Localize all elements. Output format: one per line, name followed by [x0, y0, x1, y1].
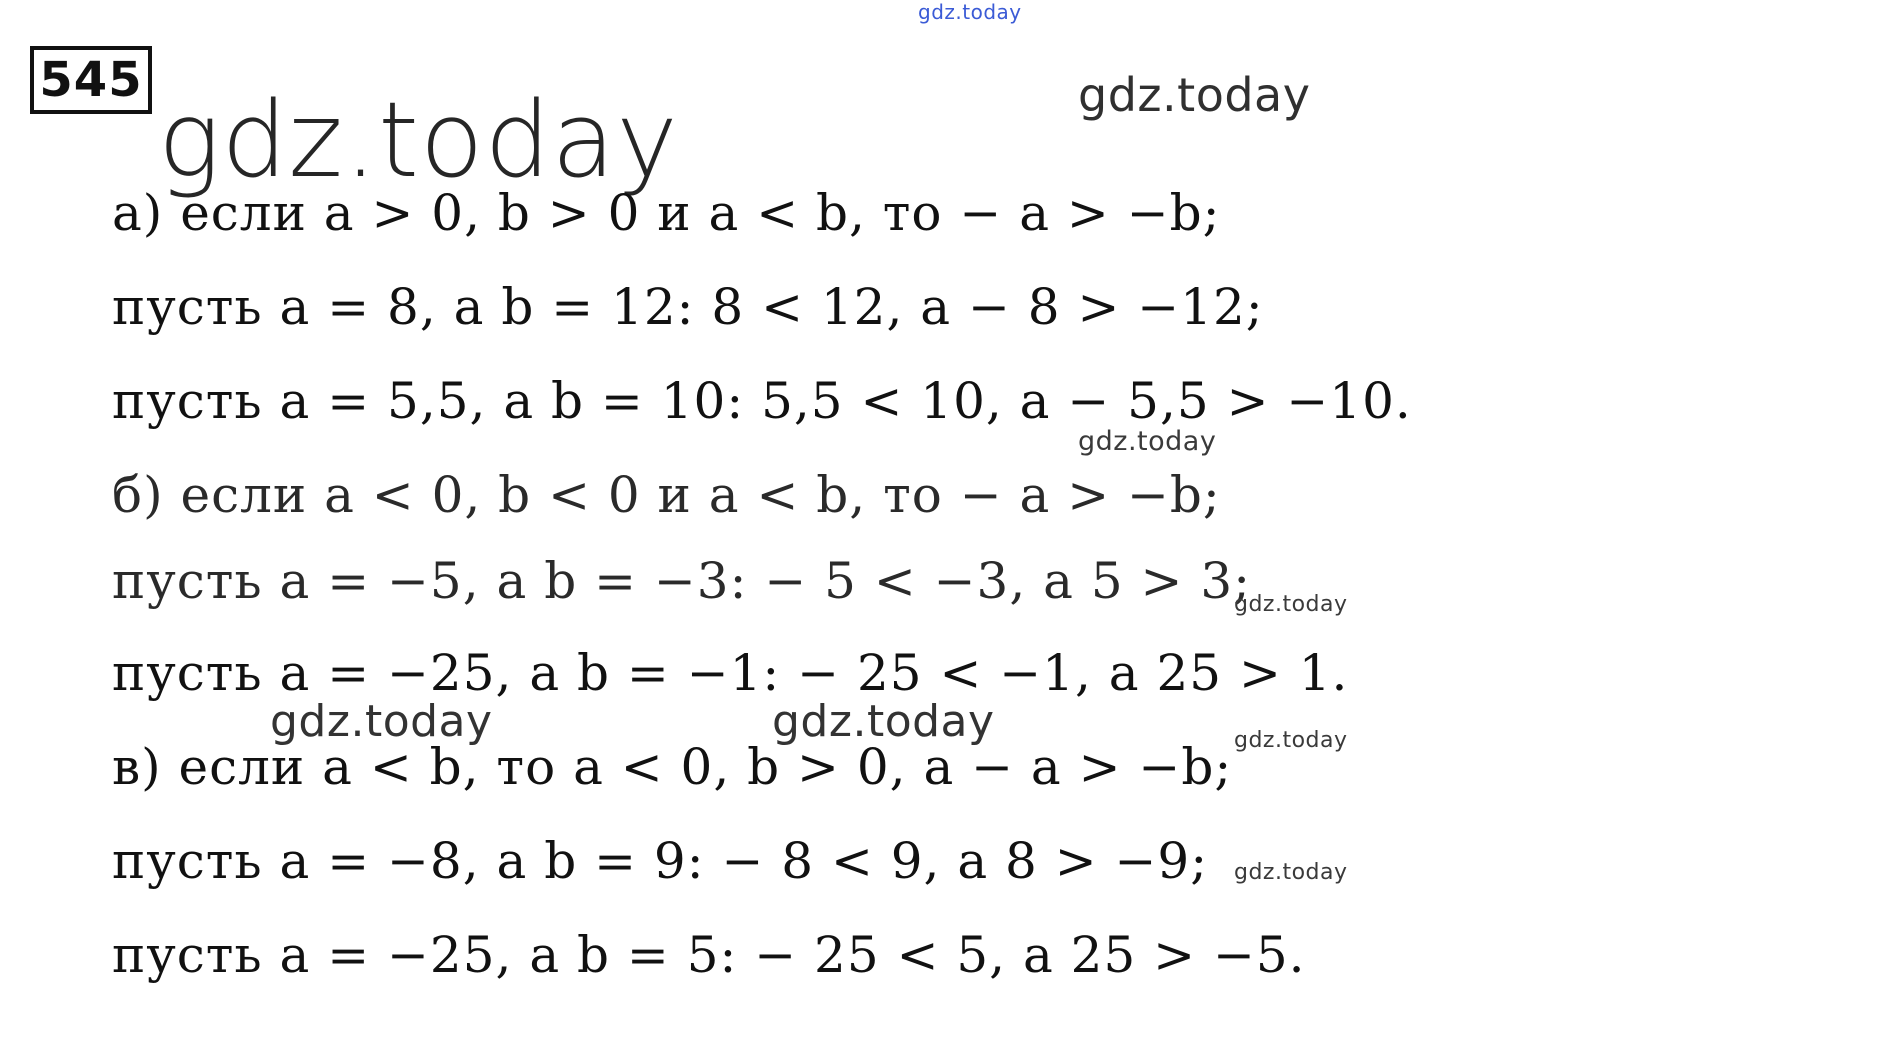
solution-line-c-example-2: пусть a = −25, а b = 5: − 25 < 5, а 25 > −5.	[112, 926, 1306, 984]
solution-line-c-example-1: пусть a = −8, а b = 9: − 8 < 9, а 8 > −9;	[112, 832, 1209, 890]
solution-line-b-example-2: пусть a = −25, а b = −1: − 25 < −1, а 25 > 1.	[112, 644, 1349, 702]
watermark-middle-4: gdz.today	[772, 696, 995, 747]
solution-line-b-condition: б) если a < 0, b < 0 и a < b, то − a > −b;	[112, 466, 1221, 524]
watermark-middle-2: gdz.today	[1234, 592, 1348, 617]
watermark-middle-6: gdz.today	[1234, 860, 1348, 885]
problem-number: 545	[30, 46, 152, 114]
solution-line-c-condition: в) если a < b, то a < 0, b > 0, а − a > −b;	[112, 738, 1233, 796]
watermark-top: gdz.today	[918, 0, 1022, 24]
solution-line-a-condition: а) если a > 0, b > 0 и a < b, то − a > −b;	[112, 184, 1221, 242]
watermark-middle-5: gdz.today	[1234, 728, 1348, 753]
solution-line-b-example-1: пусть a = −5, а b = −3: − 5 < −3, а 5 > 3;	[112, 552, 1251, 610]
watermark-large: gdz.today	[158, 79, 679, 201]
solution-line-a-example-1: пусть a = 8, а b = 12: 8 < 12, а − 8 > −12;	[112, 278, 1264, 336]
watermark-top-right: gdz.today	[1078, 68, 1311, 122]
watermark-middle-1: gdz.today	[1078, 426, 1217, 457]
watermark-middle-3: gdz.today	[270, 696, 493, 747]
solution-line-a-example-2: пусть a = 5,5, а b = 10: 5,5 < 10, а − 5,5 > −10.	[112, 372, 1412, 430]
